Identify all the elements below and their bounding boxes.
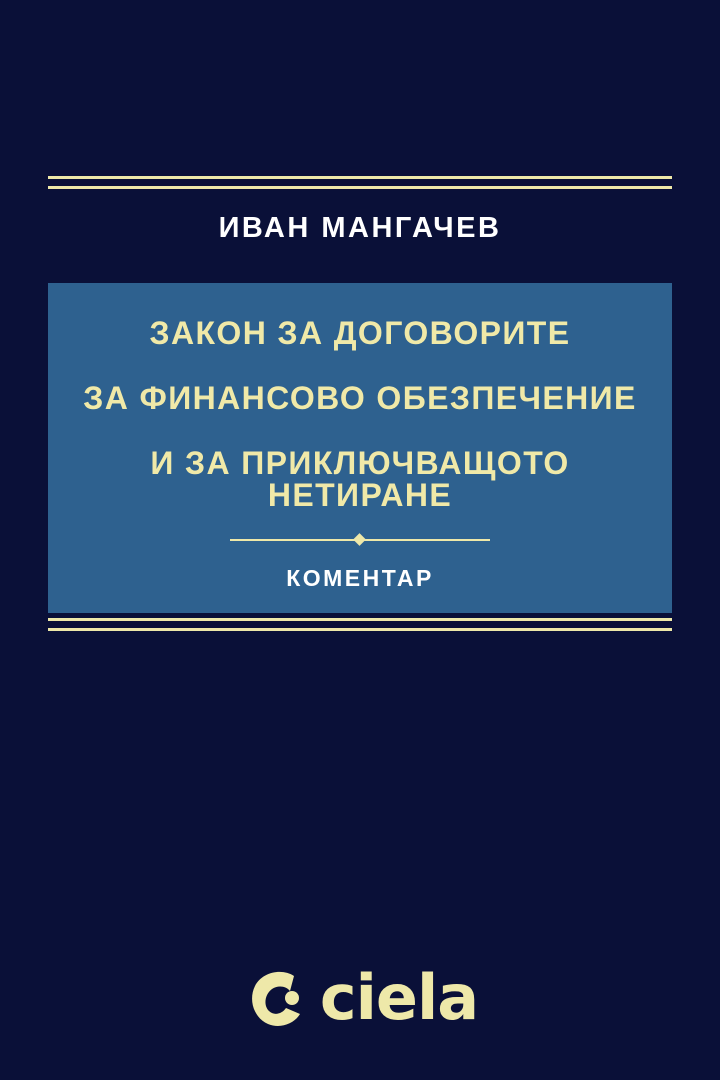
divider-diamond-icon bbox=[353, 533, 366, 546]
title-panel bbox=[48, 283, 672, 613]
ornamental-divider bbox=[230, 535, 490, 545]
title-line-1: ЗАКОН ЗА ДОГОВОРИТЕ bbox=[149, 315, 571, 351]
subtitle: КОМЕНТАР bbox=[286, 565, 434, 591]
author-name: ИВАН МАНГАЧЕВ bbox=[218, 212, 502, 244]
decorative-rule-top-outer bbox=[48, 176, 672, 179]
decorative-rule-top-inner bbox=[48, 186, 672, 189]
publisher-logo bbox=[0, 961, 720, 1034]
publisher-name: ciela bbox=[319, 961, 479, 1034]
decorative-rule-bottom-inner bbox=[48, 618, 672, 621]
decorative-rule-bottom-outer bbox=[48, 628, 672, 631]
title-line-2: ЗА ФИНАНСОВО ОБЕЗПЕЧЕНИЕ bbox=[83, 380, 637, 416]
ciela-emblem-icon bbox=[242, 964, 310, 1032]
title-line-3: И ЗА ПРИКЛЮЧВАЩОТО НЕТИРАНЕ bbox=[150, 445, 570, 513]
